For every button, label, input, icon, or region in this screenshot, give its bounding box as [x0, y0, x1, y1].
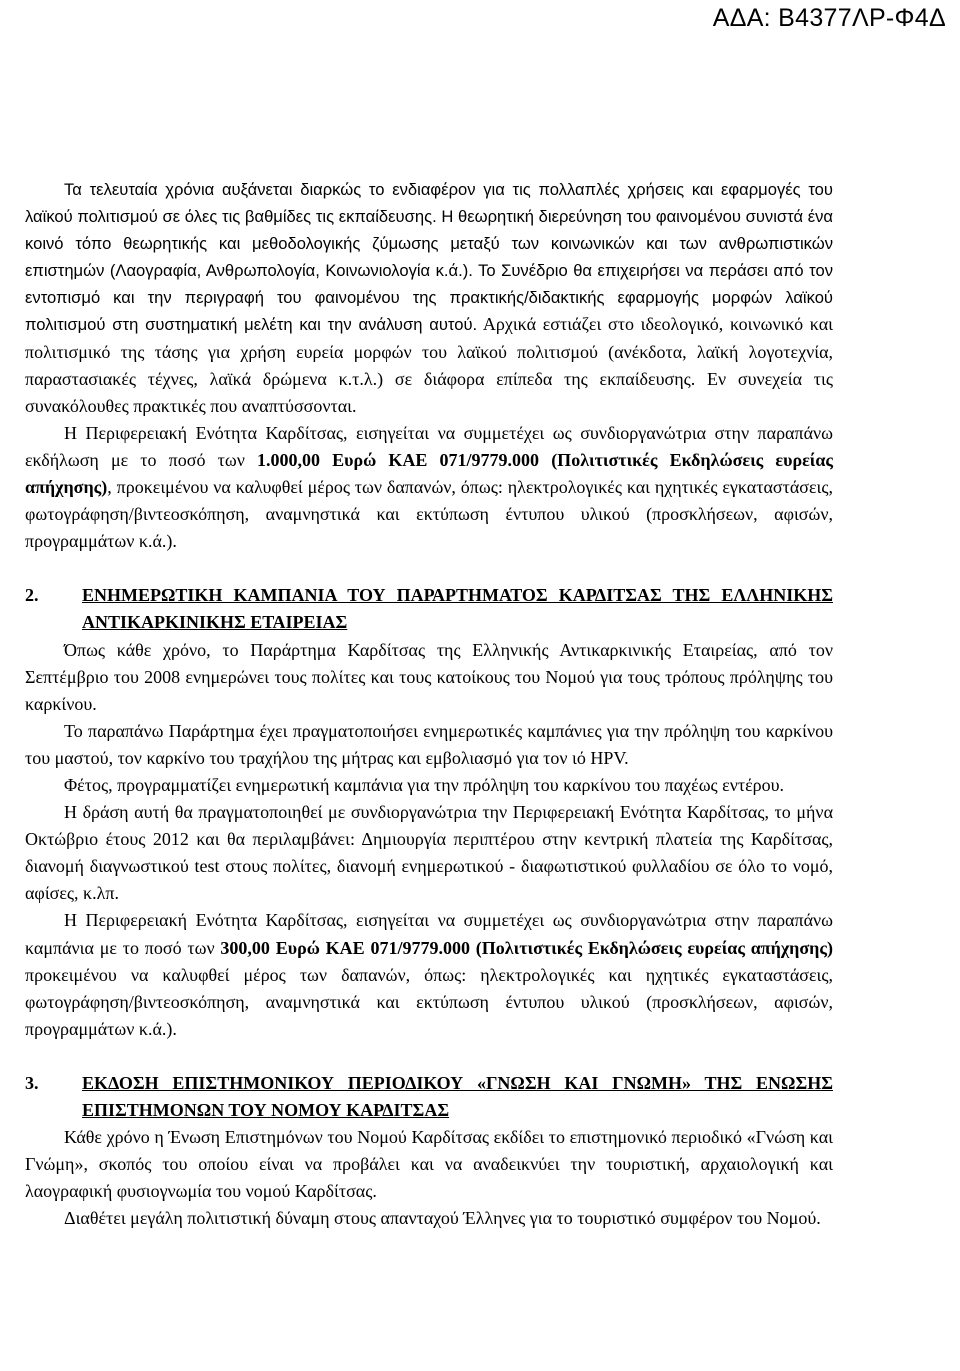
document-body [25, 176, 833, 1232]
section-2-paragraph-3: Φέτος, προγραμματίζει ενημερωτική καμπάνια για την πρόληψη του καρκίνου του παχέως εντέρου. [64, 774, 785, 795]
ada-code: ΑΔΑ: Β4377ΛΡ-Φ4Δ [712, 4, 946, 32]
intro-paragraph-2 [25, 420, 833, 555]
section-2-funding-amount: 300,00 Ευρώ ΚΑΕ 071/9779.000 (Πολιτιστικές Εκδηλώσεις ευρείας απήχησης) [220, 937, 833, 958]
section-2-title: ΕΝΗΜΕΡΩΤΙΚΗ ΚΑΜΠΑΝΙΑ ΤΟΥ ΠΑΡΑΡΤΗΜΑΤΟΣ ΚΑΡΔΙΤΣΑΣ ΤΗΣ ΕΛΛΗΝΙΚΗΣ ΑΝΤΙΚΑΡΚΙΝΙΚΗΣ ΕΤΑΙΡΕΙΑΣ [82, 585, 833, 633]
intro-funding-text-a: Η Περιφερειακή Ενότητα Καρδίτσας, εισηγείται να συμμετέχει ως συνδιοργανώτρια στην παραπάνω εκδήλωση με το ποσό των [25, 422, 833, 470]
section-2-paragraph-5 [25, 907, 833, 1042]
section-2-funding-text-a: Η Περιφερειακή Ενότητα Καρδίτσας, εισηγείται να συμμετέχει ως συνδιοργανώτρια στην παραπάνω καμπάνια με το ποσό των [25, 910, 833, 958]
intro-funding-amount: 1.000,00 Ευρώ ΚΑΕ 071/9779.000 (Πολιτιστικές Εκδηλώσεις ευρείας απήχησης) [25, 449, 833, 498]
section-2-heading [25, 582, 833, 636]
intro-funding-text-b: , προκειμένου να καλυφθεί μέρος των δαπανών, όπως: ηλεκτρολογικές και ηχητικές εγκαταστάσεις, φωτογράφηση/βιντεοσκόπηση, αναμνηστικά και εκτύπωση έντυπου υλικού (προσκλήσεων, αφισών, προγραμμάτων κ.ά.). [25, 477, 833, 552]
intro-text-a: Τα τελευταία χρόνια αυξάνεται διαρκώς το ενδιαφέρον για τις πολλαπλές χρήσεις και εφαρμογές του λαϊκού πολιτισμού σε όλες τις βαθμίδες τις εκπαίδευσης. Η θεωρητική διερεύνηση του φαινομένου συνιστά ένα κοινό τόπο θεωρητικής και μεθοδολογικής ζύμωσης μεταξύ των κοινωνικών και των ανθρωπιστικών επιστημών (Λαογραφία, Ανθρωπολογία, Κοινωνιολογία κ.ά.). Το Συνέδριο θα επιχειρήσει να περάσει από τον εντοπισμό και την περιγραφή του φαινομένου της πρακτικής/διδακτικής εφαρμογής μορφών λαϊκού πολιτισμού στη συστηματική μελέτη και την ανάλυση αυτού. [25, 180, 833, 335]
section-3-paragraph-1: Κάθε χρόνο η Ένωση Επιστημόνων του Νομού Καρδίτσας εκδίδει το επιστημονικό περιοδικό «Γνώση και Γνώμη», σκοπός του οποίου είναι να προβάλει και να αναδεικνύει την τουριστική, αρχαιολογική και λαογραφική φυσιογνωμία του νομού Καρδίτσας. [25, 1127, 833, 1202]
intro-text-b: Αρχικά εστιάζει στο ιδεολογικό, κοινωνικό και πολιτισμικό της τάσης για χρήση ευρεία μορφών του λαϊκού πολιτισμού (ανέκδοτα, λαϊκή λογοτεχνία, παραστασιακές τέχνες, λαϊκά δρώμενα κ.τ.λ.) σε διάφορα επίπεδα της εκπαίδευσης. [25, 314, 833, 389]
intro-text-c: Εν συνεχεία τις συνακόλουθες πρακτικές που αναπτύσσονται. [25, 368, 833, 416]
section-2-number: 2. [25, 585, 39, 606]
section-3-number: 3. [25, 1072, 39, 1093]
section-3-title: ΕΚΔΟΣΗ ΕΠΙΣΤΗΜΟΝΙΚΟΥ ΠΕΡΙΟΔΙΚΟΥ «ΓΝΩΣΗ ΚΑΙ ΓΝΩΜΗ» ΤΗΣ ΕΝΩΣΗΣ ΕΠΙΣΤΗΜΟΝΩΝ ΤΟΥ ΝΟΜΟΥ ΚΑΡΔΙΤΣΑΣ [82, 1072, 833, 1120]
section-2-paragraph-1: Όπως κάθε χρόνο, το Παράρτημα Καρδίτσας της Ελληνικής Αντικαρκινικής Εταιρείας, από τον Σεπτέμβριο του 2008 ενημερώνει τους πολίτες και τους κατοίκους του Νομού για τους τρόπους πρόληψης του καρκίνου. [25, 639, 833, 714]
section-2-paragraph-2: Το παραπάνω Παράρτημα έχει πραγματοποιήσει ενημερωτικές καμπάνιες για την πρόληψη του καρκίνου του μαστού, τον καρκίνο του τραχήλου της μήτρας και εμβολιασμό για τον ιό HPV. [25, 720, 833, 768]
section-3-heading [25, 1070, 833, 1124]
section-3-paragraph-2: Διαθέτει μεγάλη πολιτιστική δύναμη στους απανταχού Έλληνες για το τουριστικό συμφέρον του Νομού. [64, 1208, 821, 1229]
section-2-paragraph-4: Η δράση αυτή θα πραγματοποιηθεί με συνδιοργανώτρια την Περιφερειακή Ενότητα Καρδίτσας, το μήνα Οκτώβριο έτους 2012 και θα περιλαμβάνει: Δημιουργία περιπτέρου στην κεντρική πλατεία της Καρδίτσας, διανομή διαγνωστικού test στους πολίτες, διανομή ενημερωτικού - διαφωτιστικού φυλλαδίου σε όλο το νομό, αφίσες, κ.λπ. [25, 802, 833, 904]
intro-paragraph-1 [25, 176, 833, 420]
section-2-funding-text-b: προκειμένου να καλυφθεί μέρος των δαπανών, όπως: ηλεκτρολογικές και ηχητικές εγκαταστάσεις, φωτογράφηση/βιντεοσκόπηση, αναμνηστικά και εκτύπωση έντυπου υλικού (προσκλήσεων, αφισών, προγραμμάτων κ.ά.). [25, 964, 833, 1039]
